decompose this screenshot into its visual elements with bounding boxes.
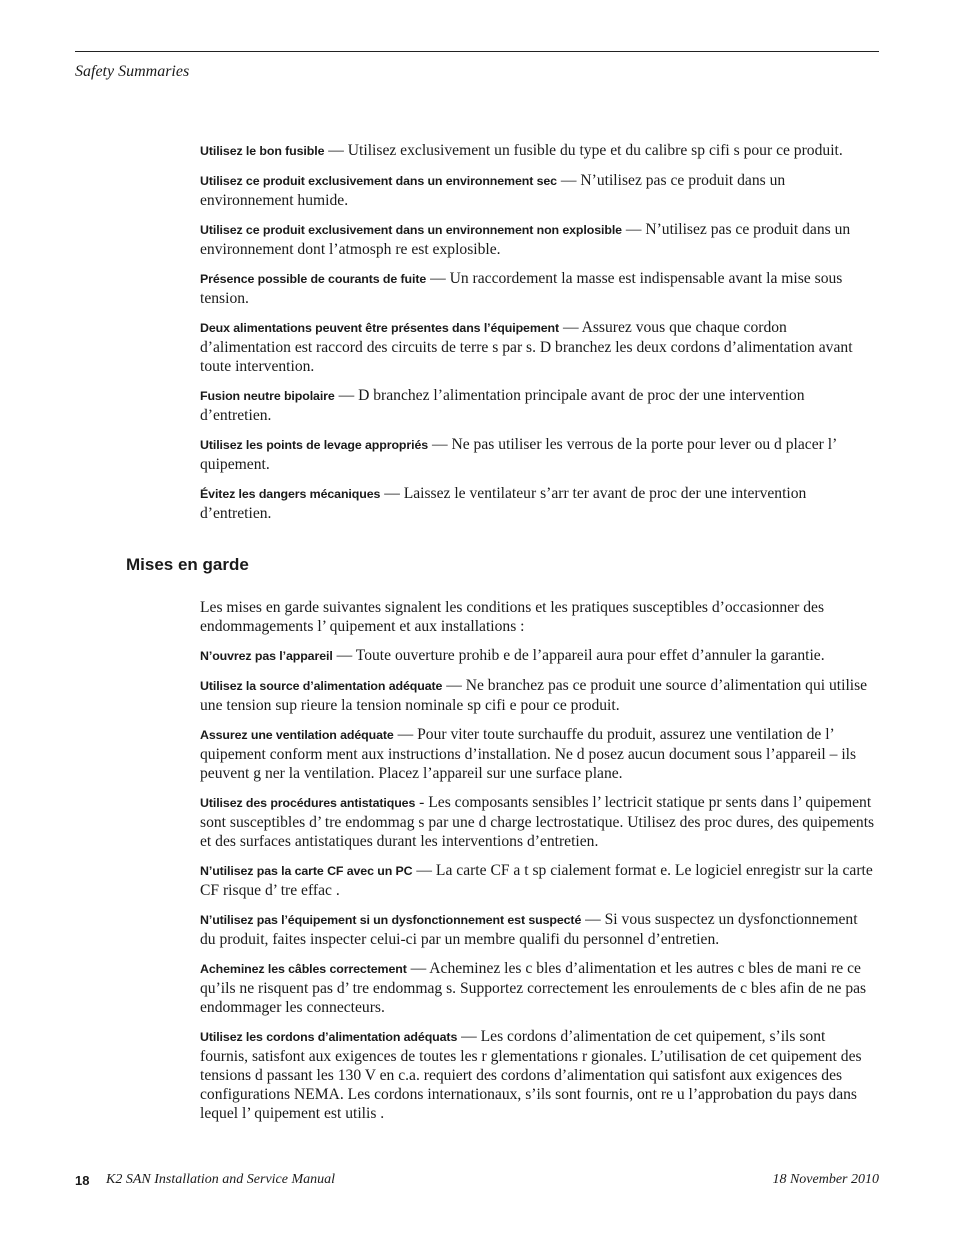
caution-text: - Les composants sensibles l’ lectricit statique pr sents dans l’ quipement sont susceptibles d’ tre endommag s par une d charge lectrostatique. Utilisez des proc dures, des quipements et des surfaces antistatiques durant les interventions d’entretien.	[200, 794, 875, 850]
manual-title: K2 SAN Installation and Service Manual	[106, 1172, 336, 1187]
caution-item	[200, 1027, 876, 1123]
caution-label: Utilisez des procédures antistatiques	[200, 796, 416, 810]
precaution-label: Utilisez ce produit exclusivement dans un environnement non explosible	[200, 223, 622, 237]
precaution-text: — Laissez le ventilateur s’arr ter avant de proc der une intervention d’entretien.	[200, 485, 807, 522]
caution-item	[200, 959, 876, 1017]
footer-date: 18 November 2010	[772, 1172, 879, 1187]
precaution-item	[200, 171, 876, 210]
precaution-text: — N’utilisez pas ce produit dans un environnement humide.	[200, 172, 786, 209]
caution-item	[200, 861, 876, 900]
precaution-text: — D branchez l’alimentation principale avant de proc der une intervention d’entretien.	[200, 387, 805, 424]
caution-label: Assurez une ventilation adéquate	[200, 728, 394, 742]
precaution-text: — Utilisez exclusivement un fusible du type et du calibre sp cifi s pour ce produit.	[324, 142, 843, 159]
precaution-text: — Ne pas utiliser les verrous de la porte pour lever ou d placer l’ quipement.	[200, 436, 837, 473]
precautions-list	[200, 141, 876, 533]
cautions-list	[200, 598, 876, 1133]
caution-item	[200, 676, 876, 715]
precaution-label: Évitez les dangers mécaniques	[200, 487, 381, 501]
caution-item	[200, 910, 876, 949]
caution-text: — Si vous suspectez un dysfonctionnement du produit, faites inspecter celui-ci par un membre qualifi du personnel d’entretien.	[200, 911, 858, 948]
caution-label: Utilisez les cordons d’alimentation adéquats	[200, 1030, 458, 1044]
caution-label: N’utilisez pas la carte CF avec un PC	[200, 864, 413, 878]
caution-item	[200, 646, 876, 666]
caution-label: Utilisez la source d’alimentation adéquate	[200, 679, 443, 693]
caution-text: — Toute ouverture prohib e de l’appareil aura pour effet d’annuler la garantie.	[332, 647, 825, 664]
precaution-item	[200, 220, 876, 259]
precaution-label: Utilisez les points de levage appropriés	[200, 438, 429, 452]
section-intro: Les mises en garde suivantes signalent les conditions et les pratiques susceptibles d’occasionner des endommagements l’ quipement et aux installations :	[200, 599, 825, 635]
precaution-item	[200, 435, 876, 474]
caution-text: — Ne branchez pas ce produit une source d’alimentation qui utilise une tension sup rieure la tension nominale sp cifi e pour ce produit.	[200, 677, 868, 714]
precaution-label: Présence possible de courants de fuite	[200, 272, 427, 286]
precaution-item	[200, 269, 876, 308]
caution-text: — Acheminez les c bles d’alimentation et les autres c bles de mani re ce qu’ils ne risquent pas d’ tre endommag s. Supportez correctement les enroulements de c bles afin de ne pas endommager les connecteurs.	[200, 960, 867, 1016]
precaution-label: Utilisez ce produit exclusivement dans un environnement sec	[200, 174, 557, 188]
precaution-label: Fusion neutre bipolaire	[200, 389, 335, 403]
precaution-text: — Assurez vous que chaque cordon d’alimentation est raccord des circuits de terre s par s. D branchez les deux cordons d’alimentation avant toute intervention.	[200, 319, 853, 375]
caution-text: — La carte CF a t sp cialement format e. Le logiciel enregistr sur la carte CF risque d’ tre effac .	[200, 862, 873, 899]
caution-item	[200, 725, 876, 783]
caution-text: — Les cordons d’alimentation de cet quipement, s’ils sont fournis, satisfont aux exigences de toutes les r glementations r gionales. L’utilisation de cet quipement des tensions d passant les 130 V en c.a. requiert des cordons d’alimentation qui satisfont aux exigences des configurations NEMA. Les cordons internationaux, s’ils sont fournis, ont re u l’approbation du pays dans lequel l’ quipement est utilis .	[200, 1028, 862, 1122]
precaution-text: — Un raccordement la masse est indispensable avant la mise sous tension.	[200, 270, 843, 307]
precaution-item	[200, 318, 876, 376]
header-rule	[75, 51, 879, 52]
running-head: Safety Summaries	[75, 63, 190, 80]
precaution-item	[200, 141, 876, 161]
caution-text: — Pour viter toute surchauffe du produit, assurez une ventilation de l’ quipement conform ment aux instructions d’installation. Ne d posez aucun document sous l’appareil – ils peuvent g ner la ventilation. Placez l’appareil sur une surface plane.	[200, 726, 857, 782]
precaution-item	[200, 484, 876, 523]
precaution-item	[200, 386, 876, 425]
caution-label: Acheminez les câbles correctement	[200, 962, 407, 976]
page-number: 18	[75, 1173, 90, 1188]
caution-label: N’utilisez pas l’équipement si un dysfonctionnement est suspecté	[200, 913, 582, 927]
precaution-text: — N’utilisez pas ce produit dans un environnement dont l’atmosph re est explosible.	[200, 221, 851, 258]
precaution-label: Utilisez le bon fusible	[200, 144, 325, 158]
precaution-label: Deux alimentations peuvent être présentes dans l’équipement	[200, 321, 560, 335]
section-heading: Mises en garde	[126, 555, 249, 574]
caution-item	[200, 793, 876, 851]
caution-label: N’ouvrez pas l’appareil	[200, 649, 333, 663]
